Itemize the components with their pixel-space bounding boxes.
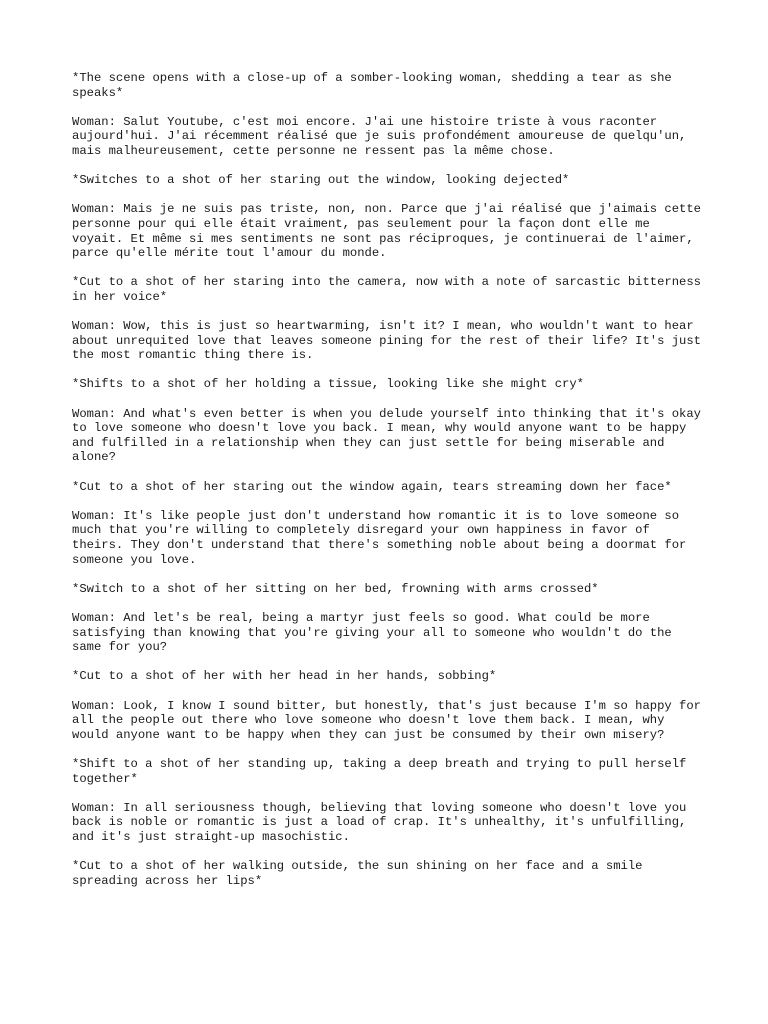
dialogue-line: Woman: And let's be real, being a martyr just feels so good. What could be more satisfying than knowing that you're giving your all to someone who wouldn't do the same for you? [72, 610, 672, 655]
stage-direction: *Cut to a shot of her walking outside, the sun shining on her face and a smile spreading across her lips* [72, 859, 643, 888]
script-text-body [72, 71, 702, 903]
dialogue-line: Woman: Wow, this is just so heartwarming, isn't it? I mean, who wouldn't want to hear about unrequited love that leaves someone pining for the rest of their life? It's just the most romantic thing there is. [72, 319, 701, 363]
dialogue-line: Woman: Salut Youtube, c'est moi encore. J'ai une histoire triste à vous raconter aujourd'hui. J'ai récemment réalisé que je suis profondément amoureuse de quelqu'un, mais malheureusement, cette personne ne ressent pas la même chose. [72, 114, 687, 158]
stage-direction: *The scene opens with a close-up of a somber-looking woman, shedding a tear as she speaks* [72, 71, 672, 100]
stage-direction: *Cut to a shot of her with her head in her hands, sobbing* [72, 669, 497, 684]
stage-direction: *Cut to a shot of her staring out the window again, tears streaming down her face* [72, 479, 672, 494]
dialogue-line: Woman: It's like people just don't understand how romantic it is to love someone so much that you're willing to completely disregard your own happiness in favor of theirs. They don't understand that there's something noble about being a doormat for someone you love. [72, 508, 687, 567]
stage-direction: *Shifts to a shot of her holding a tissue, looking like she might cry* [72, 377, 584, 392]
dialogue-line: Woman: Look, I know I sound bitter, but honestly, that's just because I'm so happy for all the people out there who love someone who doesn't love them back. I mean, why would anyone want to be happy when they can just be consumed by their own misery? [72, 698, 701, 742]
dialogue-line: Woman: Mais je ne suis pas triste, non, non. Parce que j'ai réalisé que j'aimais cette personne pour qui elle était vraiment, pas seulement pour la façon dont elle me voyait. Et même si mes sentiments ne sont pas réciproques, je continuerai de l'aimer, parce qu'elle mérite tout l'amour du monde. [72, 202, 701, 261]
stage-direction: *Switches to a shot of her staring out the window, looking dejected* [72, 173, 570, 188]
stage-direction: *Switch to a shot of her sitting on her bed, frowning with arms crossed* [72, 581, 599, 596]
stage-direction: *Cut to a shot of her staring into the camera, now with a note of sarcastic bitterness in her voice* [72, 275, 701, 304]
stage-direction: *Shift to a shot of her standing up, taking a deep breath and trying to pull herself together* [72, 756, 687, 786]
dialogue-line: Woman: In all seriousness though, believing that loving someone who doesn't love you back is noble or romantic is just a load of crap. It's unhealthy, it's unfulfilling, and it's just straight-up masochistic. [72, 800, 687, 844]
dialogue-line: Woman: And what's even better is when you delude yourself into thinking that it's okay to love someone who doesn't love you back. I mean, why would anyone want to be happy and fulfilled in a relationship when they can just settle for being miserable and alone? [72, 406, 701, 465]
